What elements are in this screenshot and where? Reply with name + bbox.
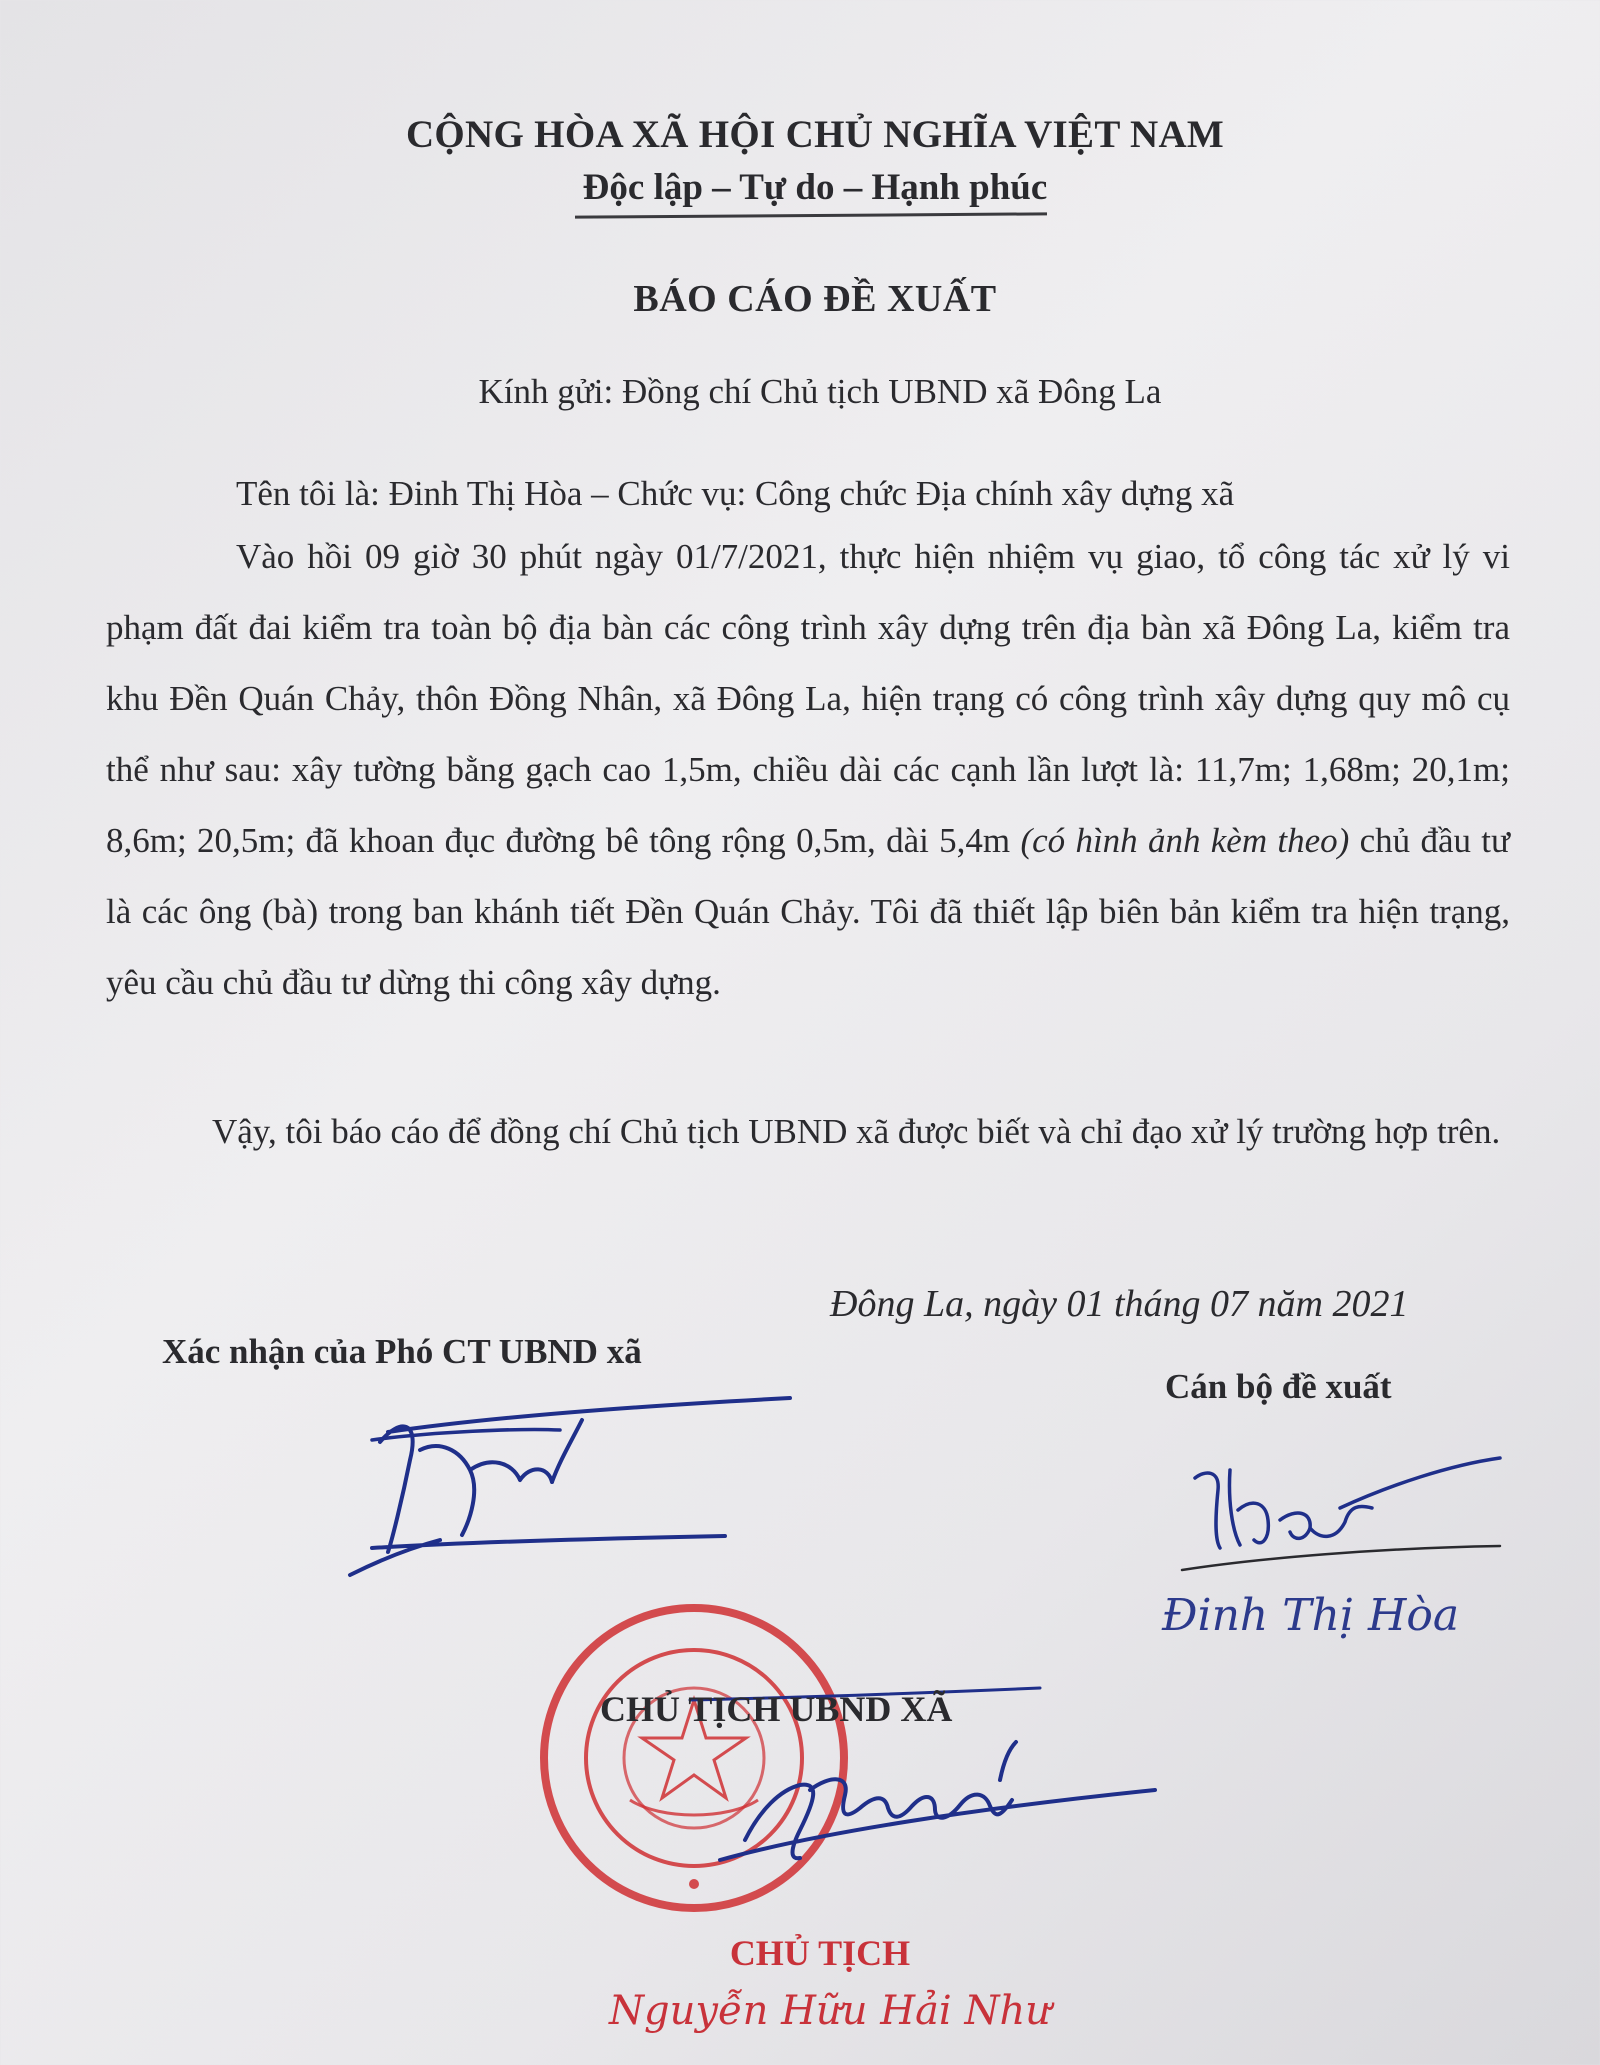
official-seal xyxy=(544,1608,844,1908)
recipient-line: Kính gửi: Đồng chí Chủ tịch UBND xã Đông La xyxy=(478,372,1162,411)
proposer-handwritten-name: Đinh Thị Hòa xyxy=(1162,1590,1460,1641)
chair-name: Nguyễn Hữu Hải Như xyxy=(609,1988,1051,2034)
vice-chair-confirmation-title: Xác nhận của Phó CT UBND xã xyxy=(162,1332,642,1371)
chair-signature-title: CHỦ TỊCH UBND XÃ xyxy=(600,1689,953,1729)
main-text-before: Vào hồi 09 giờ 30 phút ngày 01/7/2021, thực hiện nhiệm vụ giao, tổ công tác xử lý vi phạm đất đai kiểm tra toàn bộ địa bàn các công trình xây dựng trên địa bàn xã Đông La, kiểm tra khu Đền Quán Chảy, thôn Đồng Nhân, xã Đông La, hiện trạng có công trình xây dựng quy mô cụ thể như sau: xây tường bằng gạch cao 1,5m, chiều dài các cạnh lần lượt là: 11,7m; 1,68m; 20,1m; 8,6m; 20,5m; đã khoan đục đường bê tông rộng 0,5m, dài 5,4m xyxy=(106,537,1510,860)
national-title: CỘNG HÒA XÃ HỘI CHỦ NGHĨA VIỆT NAM xyxy=(405,113,1225,156)
main-text-after: chủ đầu tư là các ông (bà) trong ban khánh tiết Đền Quán Chảy. Tôi đã thiết lập biên bản kiểm tra hiện trạng, yêu cầu chủ đầu tư dừng thi công xây dựng. xyxy=(106,821,1510,1002)
proposer-title: Cán bộ đề xuất xyxy=(1165,1367,1392,1406)
conclusion-paragraph: Vậy, tôi báo cáo để đồng chí Chủ tịch UBND xã được biết và chỉ đạo xử lý trường hợp trên. xyxy=(212,1112,1501,1151)
proposer-signature xyxy=(1195,1458,1500,1548)
place-date-line: Đông La, ngày 01 tháng 07 năm 2021 xyxy=(830,1283,1409,1325)
national-motto: Độc lập – Tự do – Hạnh phúc xyxy=(582,167,1048,208)
chair-signature xyxy=(720,1742,1155,1860)
intro-paragraph: Tên tôi là: Đinh Thị Hòa – Chức vụ: Công chức Địa chính xây dựng xã xyxy=(236,474,1235,513)
main-text-italic: (có hình ảnh kèm theo) xyxy=(1020,821,1350,860)
chair-role-label: CHỦ TỊCH xyxy=(729,1933,911,1973)
document-title: BÁO CÁO ĐỀ XUẤT xyxy=(633,278,997,320)
vice-chair-signature xyxy=(350,1398,790,1575)
